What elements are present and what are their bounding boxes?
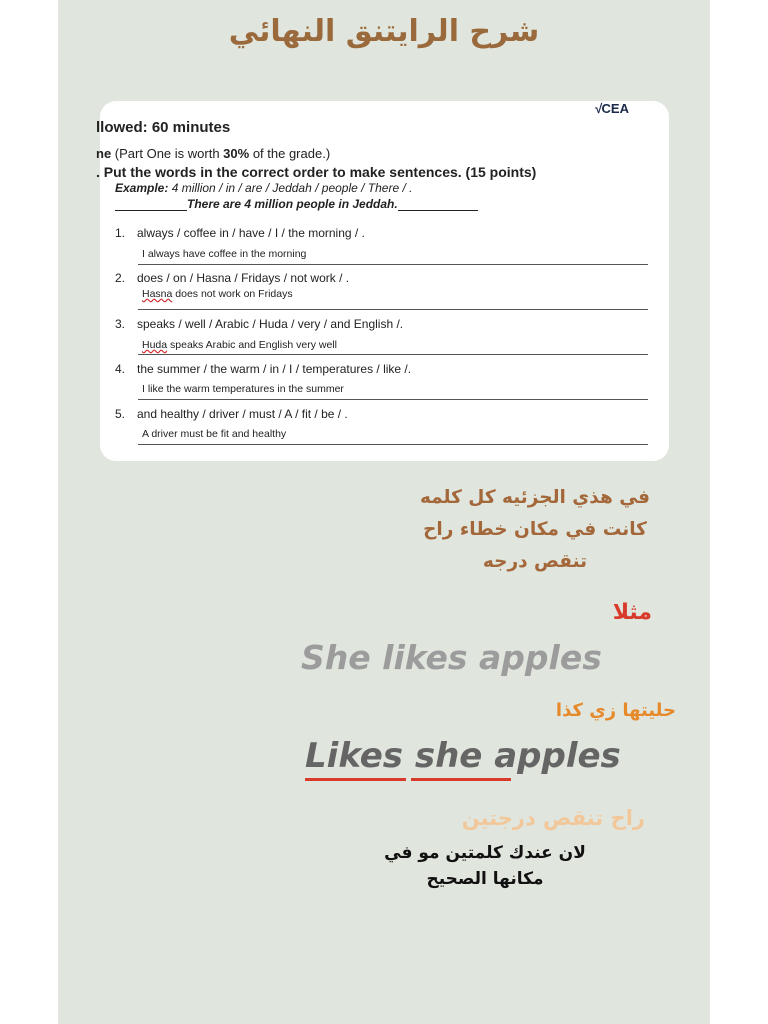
explanation-text bbox=[395, 482, 675, 578]
misplaced-word-1: Likes bbox=[305, 736, 404, 776]
explanation-line-1: في هذي الجزئيه كل كلمه bbox=[419, 487, 651, 508]
answer-line bbox=[138, 399, 648, 400]
wrong-sentence bbox=[305, 736, 621, 776]
answer-2: Hasna does not work on Fridays bbox=[142, 288, 293, 300]
instruction: . Put the words in the correct order to make sentences. (15 points) bbox=[96, 164, 537, 180]
reason-text bbox=[355, 840, 615, 892]
content-panel bbox=[58, 0, 710, 1024]
answer-3: Huda speaks Arabic and English very well bbox=[142, 339, 337, 351]
worksheet-image bbox=[96, 101, 669, 461]
wrong-answer-label: حليتها زي كذا bbox=[555, 700, 676, 721]
question-2: 2. does / on / Hasna / Fridays / not work / . bbox=[115, 271, 350, 285]
answer-line bbox=[138, 309, 648, 310]
misplaced-word-2: she bbox=[414, 736, 483, 776]
example-answer: There are 4 million people in Jeddah. bbox=[115, 197, 478, 211]
answer-line bbox=[138, 264, 648, 265]
answer-5: A driver must be fit and healthy bbox=[142, 428, 287, 440]
reason-line-1: لان عندك كلمتين مو في bbox=[384, 843, 586, 863]
part-note: ne (Part One is worth 30% of the grade.) bbox=[96, 146, 331, 161]
answer-line bbox=[138, 354, 648, 355]
question-4: 4. the summer / the warm / in / I / temperatures / like /. bbox=[115, 362, 412, 376]
example-line: Example: 4 million / in / are / Jeddah / people / There / . bbox=[115, 181, 413, 195]
answer-1: I always have coffee in the morning bbox=[142, 248, 307, 260]
question-1: 1. always / coffee in / have / I / the morning / . bbox=[115, 226, 365, 240]
penalty-text: راح تنقص درجتين bbox=[461, 806, 645, 830]
answer-line bbox=[138, 444, 648, 445]
reason-line-2: مكانها الصحيح bbox=[426, 869, 544, 889]
cea-logo: √CEA bbox=[594, 101, 629, 116]
correct-word: apples bbox=[494, 736, 621, 776]
error-underline bbox=[305, 778, 406, 781]
page-title: شرح الرايتنق النهائي bbox=[228, 14, 540, 49]
question-3: 3. speaks / well / Arabic / Huda / very / and English /. bbox=[115, 317, 404, 331]
time-allowed: llowed: 60 minutes bbox=[96, 119, 231, 136]
question-5: 5. and healthy / driver / must / A / fit / be / . bbox=[115, 407, 348, 421]
correct-sentence: She likes apples bbox=[301, 638, 602, 677]
explanation-line-3: تنقص درجه bbox=[482, 551, 588, 572]
answer-4: I like the warm temperatures in the summer bbox=[142, 383, 344, 395]
explanation-line-2: كانت في مكان خطاء راح bbox=[423, 519, 647, 540]
example-label: مثلا bbox=[612, 600, 652, 625]
error-underline bbox=[411, 778, 511, 781]
